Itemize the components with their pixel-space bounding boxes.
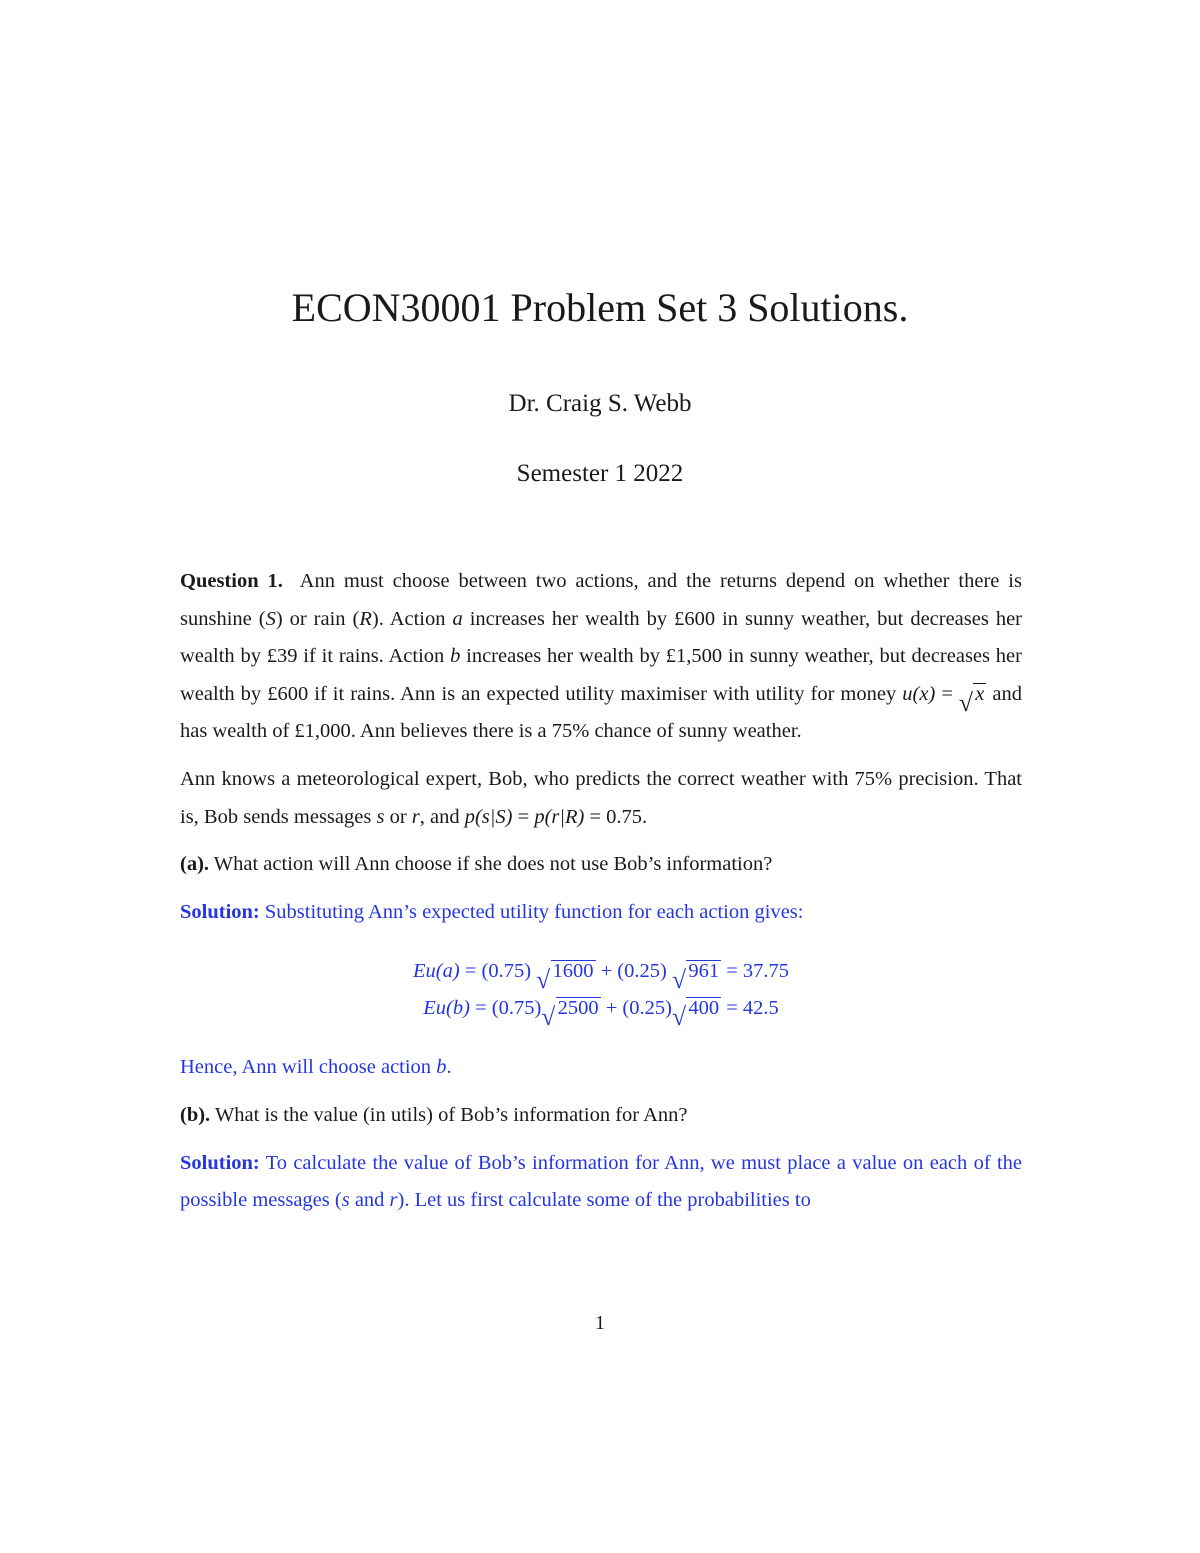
part-a-text: What action will Ann choose if she does not use Bob’s information?	[209, 853, 773, 876]
expected-utility-a: Eu(a)	[413, 960, 460, 983]
sqrt-1600: √ 1600	[536, 960, 594, 994]
part-b-question	[180, 1097, 1022, 1135]
or-word: or	[384, 805, 412, 828]
solution-text: To calculate the value of Bob’s information for Ann, we must place a value on each of the possible messages (	[180, 1151, 1022, 1212]
var-r: r	[411, 805, 420, 828]
utility-function: u(x)	[902, 682, 936, 705]
part-b-solution	[180, 1145, 1022, 1220]
var-s: s	[341, 1189, 350, 1212]
equation-action-a	[180, 953, 1022, 994]
var-b: b	[436, 1056, 447, 1079]
var-s: s	[376, 805, 385, 828]
part-a-question	[180, 846, 1022, 884]
semester-label: Semester 1 2022	[516, 460, 684, 487]
sqrt-961: √ 961	[671, 960, 720, 994]
question-1-text: Ann must choose between two actions, and the returns depend on whether there is sunshine (	[180, 570, 1022, 630]
question-1-text: increases her wealth by £1,500 in sunny weather, but decreases her wealth by £600 if it rains. Ann is an expected utility maximiser with utility for money	[180, 645, 1022, 705]
part-b-label: (b).	[180, 1103, 211, 1126]
solution-text: Substituting Ann’s expected utility function for each action gives:	[259, 900, 804, 923]
var-R: R	[359, 607, 372, 630]
equation-term: = (0.75)	[469, 997, 542, 1020]
probability-s-given-S: p(s|S)	[464, 805, 513, 828]
equals-sign: =	[512, 805, 535, 828]
solution-label: Solution:	[180, 1151, 260, 1174]
solution-text: ). Let us first calculate some of the probabilities to	[397, 1189, 811, 1212]
solution-label: Solution:	[180, 900, 260, 923]
part-a-conclusion	[180, 1049, 1022, 1087]
equation-term: + (0.25)	[595, 960, 667, 983]
sqrt-x	[958, 676, 986, 717]
question-1-text: increases her wealth by £600 in sunny weather, but decreases her wealth by £39 if it rains. Action	[180, 607, 1022, 668]
equation-term: = (0.75)	[459, 960, 532, 983]
equation-result: = 42.5	[721, 997, 779, 1020]
var-a: a	[452, 607, 463, 630]
period: .	[446, 1056, 452, 1079]
equals-sign: =	[935, 682, 959, 705]
document-title: ECON30001 Problem Set 3 Solutions.	[291, 285, 909, 330]
expected-utility-b: Eu(b)	[423, 997, 470, 1020]
part-b-text: What is the value (in utils) of Bob’s information for Ann?	[210, 1103, 688, 1126]
expert-text: Ann knows a meteorological expert, Bob, who predicts the correct weather with 75% precision. That is, Bob sends messages	[180, 767, 1022, 828]
question-1-text: ). Action	[371, 607, 453, 630]
expert-paragraph	[180, 761, 1022, 836]
precision-value: = 0.75.	[584, 805, 648, 828]
equation-term: + (0.25)	[600, 997, 672, 1020]
equation-action-b	[180, 990, 1022, 1031]
var-r: r	[389, 1189, 398, 1212]
var-S: S	[265, 607, 276, 630]
probability-r-given-R: p(r|R)	[534, 805, 585, 828]
page-number: 1	[595, 1312, 605, 1334]
question-1-text: ) or rain (	[275, 607, 360, 630]
var-b: b	[450, 645, 461, 668]
conclusion-text: Hence, Ann will choose action	[180, 1056, 437, 1079]
sqrt-400: √ 400	[671, 997, 720, 1031]
question-1-text: and has wealth of £1,000. Ann believes there is a 75% chance of sunny weather.	[180, 682, 1023, 743]
sqrt-2500: √ 2500	[541, 997, 599, 1031]
document-body	[180, 563, 1022, 1220]
var-x: x	[975, 682, 985, 705]
equation-block	[180, 953, 1022, 1031]
equation-result: = 37.75	[721, 960, 789, 983]
part-a-solution	[180, 894, 1022, 932]
expert-text: , and	[419, 805, 465, 828]
and-word: and	[349, 1189, 390, 1212]
question-1-paragraph	[180, 563, 1022, 751]
question-1-label: Question 1.	[180, 570, 283, 592]
part-a-label: (a).	[180, 853, 210, 876]
author-name: Dr. Craig S. Webb	[508, 390, 692, 417]
radical-symbol: √	[958, 687, 973, 717]
